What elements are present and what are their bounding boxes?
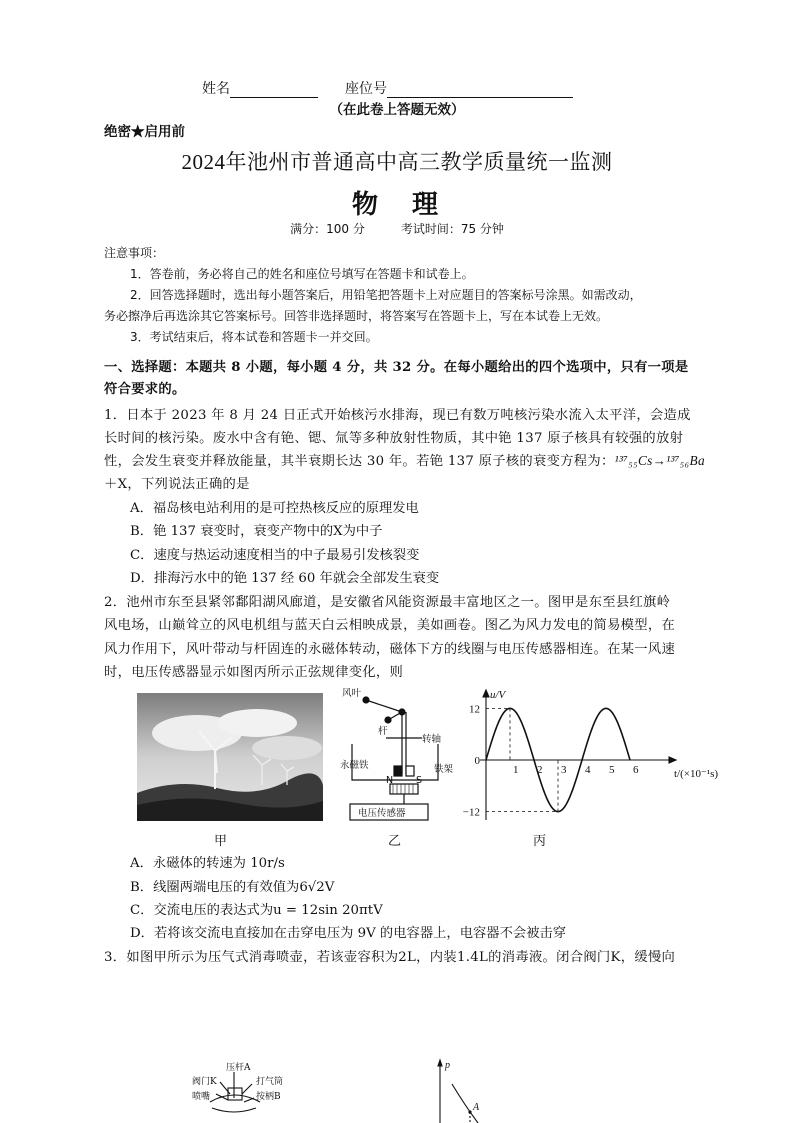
sprayer-diagram [190,1058,300,1123]
fig-jia-caption: 甲 [214,834,228,849]
y-tick-label: 0 [474,755,480,767]
q1-option-a: A．福岛核电站利用的是可控热核反应的原理发电 [130,501,419,516]
name-blank [230,83,318,98]
q1-option-c: C．速度与热运动速度相当的中子最易引发核裂变 [130,548,420,563]
voltage-chart [456,686,719,826]
exam-title: 2024年池州市普通高中高三教学质量统一监测 [181,150,613,174]
chart-marks [463,703,639,818]
label-magnet: 永磁铁 [340,760,369,771]
score-info: 满分：100 分 考试时间：75 分钟 [290,222,504,236]
label-sensor: 电压传感器 [358,808,406,819]
q2-option-d: D．若将该交流电直接加在击穿电压为 9V 的电容器上，电容器不会被击穿 [130,926,567,941]
fig-yi-caption: 乙 [388,834,402,849]
q2-line-4: 时，电压传感器显示如图丙所示正弦规律变化，则 [104,665,404,680]
label-valve: 阀门K [192,1077,217,1087]
x-tick-label: 1 [513,764,519,776]
label-blade: 风叶 [342,688,362,699]
label-rod: 杆 [378,726,388,737]
q2-option-b: B．线圈两端电压的有效值为6√2V [130,880,335,895]
x-tick-label: 3 [561,764,567,776]
q1-line-2: 长时间的核污染。废水中含有铯、锶、氚等多种放射性物质，其中铯 137 原子核具有较强的放射 [104,431,684,446]
q2-line-2: 风电场，山巅耸立的风电机组与蓝天白云相映成景，美如画卷。图乙为风力发电的简易模型，在 [104,618,676,633]
notice-item-1: 1．答卷前，务必将自己的姓名和座位号填写在答题卡和试卷上。 [130,267,474,281]
x-tick-label: 4 [585,764,591,776]
y-axis-label: u/V [490,689,506,701]
y-tick-label: 12 [469,703,480,716]
invalid-note: （在此卷上答题无效） [329,102,465,118]
q2-line-3: 风力作用下，风叶带动与杆固连的永磁体转动，磁体下方的线圈与电压传感器相连。在某一风速 [104,642,676,657]
decay-equation: ¹³⁷₅₅Cs→¹³⁷₅₆Ba [614,453,705,468]
generator-model-diagram [336,686,466,826]
label-p: p [445,1060,450,1071]
label-rod-a: 压杆A [226,1063,251,1073]
q2-line-1: 2．池州市东至县紧邻鄱阳湖风廊道，是安徽省风能资源最丰富地区之一。图甲是东至县红旗岭 [104,595,671,610]
seat-field [345,78,573,98]
secret-mark: 绝密★启用前 [104,124,185,140]
label-s: S [416,775,423,786]
notice-title: 注意事项： [104,246,165,260]
label-frame: 铁架 [434,764,454,775]
y-tick-label: −12 [462,806,480,819]
x-axis-label: t/(×10⁻¹s) [674,768,719,780]
fig-bing-caption: 丙 [533,834,547,849]
q1-line-3 [104,450,705,469]
x-tick-label: 6 [633,764,639,776]
notice-item-2a: 2．回答选择题时，选出每小题答案后，用铅笔把答题卡上对应题目的答案标号涂黑。如需改动， [130,288,642,302]
label-nozzle: 喷嘴 [192,1092,211,1102]
y-axis-arrow [483,690,489,697]
chart-axes [480,690,676,820]
seat-blank [387,83,573,98]
p-curve-diagram [430,1054,490,1123]
x-tick-label: 5 [609,764,615,776]
label-handle-b: 按柄B [256,1092,281,1102]
name-label: 姓名 [202,81,230,97]
seat-label: 座位号 [345,81,387,97]
notice-item-2b: 务必擦净后再选涂其它答案标号。回答非选择题时，将答案写在答题卡上，写在本试卷上无效。 [104,309,609,323]
wind-farm-photo [137,693,323,821]
x-axis-arrow [669,757,676,763]
q1-option-b: B．铯 137 衰变时，衰变产物中的X为中子 [130,524,383,539]
label-axis: 转轴 [422,734,442,745]
q1-line-4: ＋X，下列说法正确的是 [104,477,250,492]
label-n: N [386,775,394,786]
q1-option-d: D．排海污水中的铯 137 经 60 年就会全部发生衰变 [130,571,440,586]
section-heading: 一、选择题：本题共 8 小题，每小题 4 分，共 32 分。在每小题给出的四个选项中，只有一项是 [104,360,689,375]
subject-title: 物 理 [351,190,442,220]
notice-item-3: 3．考试结束后，将本试卷和答题卡一并交回。 [130,330,378,344]
q3-line-1: 3．如图甲所示为压气式消毒喷壶，若该壶容积为2L，内装1.4L的消毒液。闭合阀门K，缓慢向 [104,950,676,965]
q2-option-c: C．交流电压的表达式为u = 12sin 20πtV [130,903,383,918]
q2-option-a: A．永磁体的转速为 10r/s [130,856,285,871]
q1-line-1: 1．日本于 2023 年 8 月 24 日正式开始核污水排海，现已有数万吨核污染水流入太平洋，会造成 [104,408,691,423]
section-heading-cont: 符合要求的。 [104,382,186,397]
q1-line-3-text: 性，会发生衰变并释放能量，其半衰期长达 30 年。若铯 137 原子核的衰变方程为： [104,454,615,469]
x-tick-label: 2 [537,764,543,776]
name-field [202,78,318,98]
label-pump: 打气筒 [256,1077,284,1087]
label-point-a: A [473,1102,480,1113]
